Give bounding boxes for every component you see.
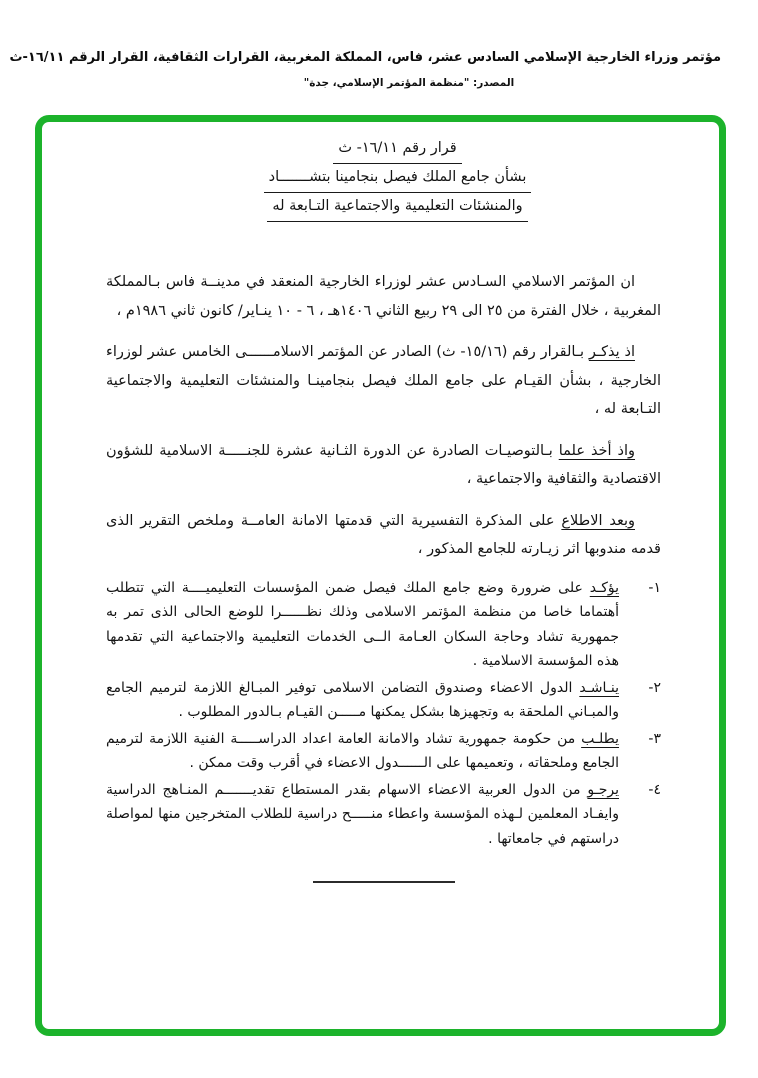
item-body: من حكومة جمهورية تشاد والامانة العامة اعداد الدراســـــة الفنية اللازمة لترميم الجامع وملحقاته ، وتعميمها على الــــــدول الاعضاء في أقرب وقت ممكن . [106, 730, 619, 771]
item-text [106, 778, 619, 852]
paragraph-lead: اذ يذكـر [588, 344, 635, 360]
paragraph-text: ان المؤتمر الاسلامي السـادس عشر لوزراء الخارجية المنعقد في مدينــة فاس بـالمملكة المغربية ، خلال الفترة من ٢٥ الى ٢٩ ربيع الثاني ١٤٠٦هـ ، ٦ - ١٠ ينـاير/ كانون ثاني ١٩٨٦م ، [106, 274, 661, 319]
item-body: على ضرورة وضع جامع الملك فيصل ضمن المؤسسات التعليميــــة التي تتطلب أهتماما خاصا من منظمة المؤتمر الاسلامى وذلك نظــــــرا للوضع الحالى الذى تمر به جمهورية تشاد وحاجة السكان العـامة الــى الخدمات التعليمية والاجتماعية التي تقدمها هذه المؤسسة الاسلامية . [106, 579, 619, 669]
paragraph-lead: وبعد الاطلاع [561, 512, 635, 529]
resolution-item-3 [106, 727, 661, 776]
resolution-items [106, 576, 661, 852]
paragraph-text: بـالتوصيـات الصادرة عن الدورة الثـانية عشرة للجنـــــة الاسلامية للشؤون الاقتصادية والثقافية والاجتماعية ، [106, 442, 661, 487]
resolution-item-1 [106, 576, 661, 674]
preamble-paragraph-4 [106, 507, 661, 564]
paragraph-lead: واذ أخذ علما [558, 442, 636, 459]
end-of-document-divider [313, 881, 455, 883]
header-source: المصدر: "منظمة المؤتمر الإسلامي، جدة" [303, 77, 515, 89]
item-text [106, 676, 619, 725]
title-line-2: بشأن جامع الملك فيصل بنجامينا بتشـــــــاد [264, 164, 532, 193]
title-line-1: قرار رقم ١٦/١١- ث [333, 135, 461, 164]
paragraph-text: على المذكرة التفسيرية التي قدمتها الامانة العامــة وملخص التقرير الذى قدمه مندوبها اثر زيـارته للجامع المذكور ، [106, 512, 661, 557]
item-lead: يطلـب [581, 730, 619, 747]
item-body: الدول الاعضاء وصندوق التضامن الاسلامى توفير المبـالغ اللازمة لترميم الجامع والمبـاني الملحقة به وتجهيزها بشكل يمكنها مـــــن القيـام بـالدور المطلوب . [106, 679, 619, 720]
item-number: ٢- [648, 679, 661, 696]
resolution-title [264, 135, 532, 222]
item-lead: يؤكـد [589, 579, 619, 596]
preamble-paragraph-3 [106, 437, 661, 494]
resolution-item-4 [106, 778, 661, 852]
item-text [106, 727, 619, 776]
item-number: ٤- [648, 781, 661, 798]
item-text [106, 576, 619, 674]
title-line-3: والمنشئات التعليمية والاجتماعية التـابعة له [267, 193, 527, 222]
paragraph-text: بـالقرار رقم (١٥/١٦- ث) الصادر عن المؤتمر الاسلامــــــى الخامس عشر لوزراء الخارجية ، بشأن القيـام على جامع الملك فيصل بنجامينـا والمنشئات التعليمية والاجتماعية التـابعة له ، [106, 344, 661, 417]
green-border-frame [35, 115, 726, 1036]
preamble-paragraph-2 [106, 338, 661, 424]
item-lead: ينـاشـد [579, 679, 619, 696]
preamble-paragraph-1 [106, 268, 661, 325]
item-lead: يرجـو [587, 781, 619, 798]
header-citation: مؤتمر وزراء الخارجية الإسلامي السادس عشر، فاس، المملكة المغربية، القرارات الثقافية، القرار الرقم ١٦/١١-ث [9, 50, 721, 65]
item-number: ١- [648, 579, 661, 596]
item-number: ٣- [648, 730, 661, 747]
resolution-item-2 [106, 676, 661, 725]
item-body: من الدول العربية الاعضاء الاسهام بقدر المستطاع تقديـــــــم المنـاهج الدراسية وايفـاد المعلمين لـهذه المؤسسة واعطاء منـــــح دراسية للطلاب المتخرجين منها لمواصلة دراستهم في جامعاتها . [106, 781, 619, 847]
